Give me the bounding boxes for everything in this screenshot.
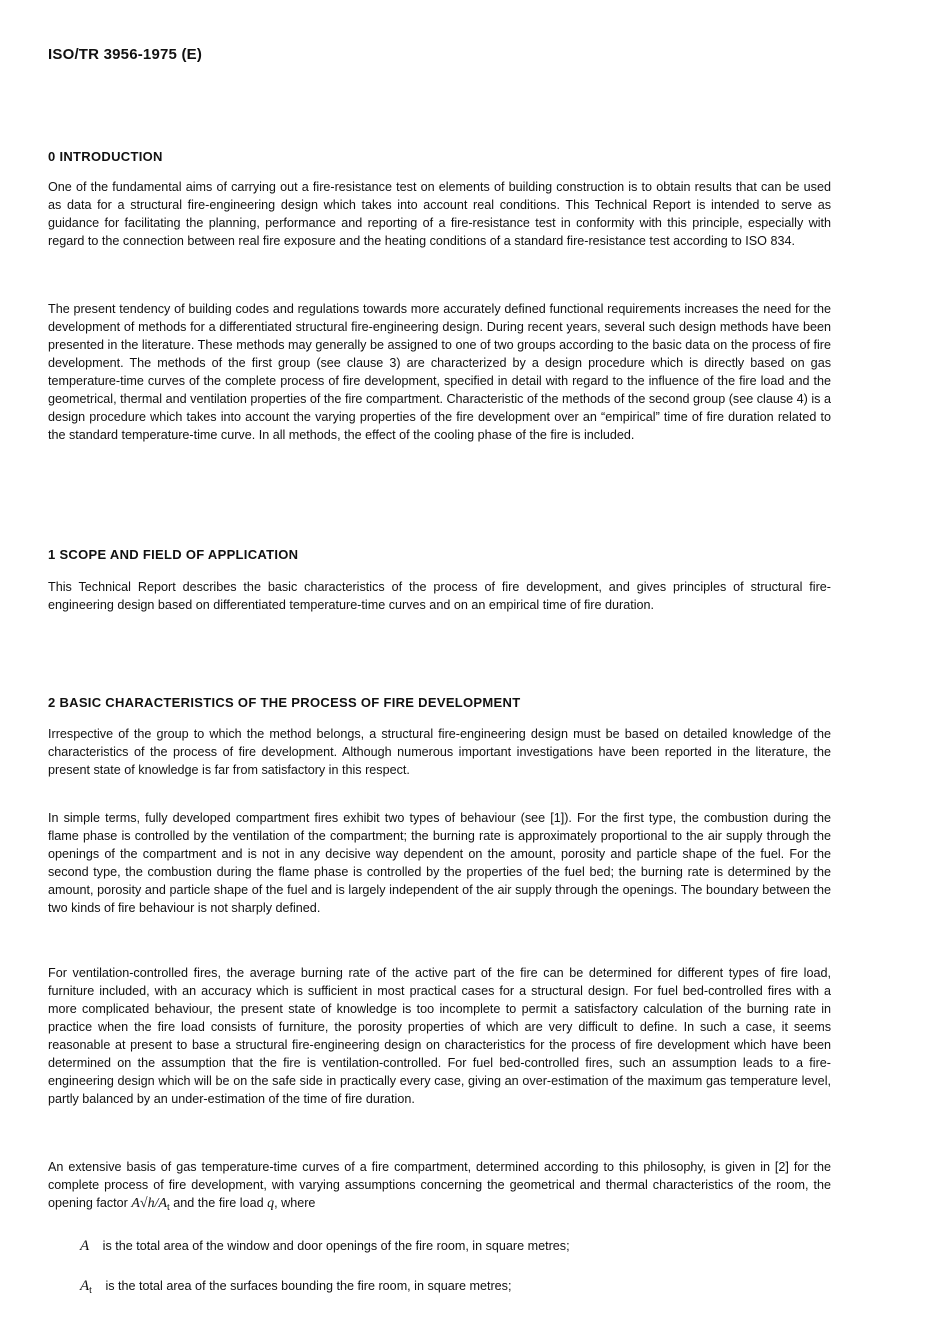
document-id: ISO/TR 3956-1975 (E) [48, 46, 203, 63]
paragraph: For ventilation-controlled fires, the average burning rate of the active part of the fire can be determined for different types of fire load, furniture included, with an accuracy which is sufficient in most practical cases for a structural design. For fuel bed-controlled fires with a more complicated behaviour, the present state of knowledge is too incomplete to permit a satisfactory calculation of the burning rate in practice when the fire load consists of furniture, the porosity properties of which are very difficult to define. In such a case, it seems reasonable at present to base a structural fire-engineering design on characteristics for the process of fire development which have been determined on the assumption that the fire is ventilation-controlled. For fuel bed-controlled fires, such an assumption leads to a fire-engineering design which will be on the safe side in practically every case, giving an over-estimation of the maximum gas temperature level, partly balanced by an under-estimation of the time of fire duration. [48, 966, 831, 1106]
paragraph-opening-factor [48, 1158, 831, 1217]
definition-symbol: $A_t$ [80, 1278, 92, 1296]
fire-load-symbol: q [267, 1196, 275, 1211]
section-heading-scope: 1 SCOPE AND FIELD OF APPLICATION [48, 547, 299, 562]
paragraph: One of the fundamental aims of carrying out a fire-resistance test on elements of building construction is to obtain results that can be used as data for a structural fire-engineering design which takes into account real conditions. This Technical Report is intended to serve as guidance for facilitating the planning, performance and reporting of a fire-resistance test in conformity with this principle, especially with regard to the connection between real fire exposure and the heating conditions of a standard fire-resistance test according to ISO 834. [48, 180, 831, 248]
opening-factor-formula: $A√h/A_t$ [131, 1196, 170, 1213]
paragraph: In simple terms, fully developed compartment fires exhibit two types of behaviour (see [1]). For the first type, the combustion during the flame phase is controlled by the ventilation of the compartment; the burning rate is approximately proportional to the air supply through the openings of the compartment and is not in any decisive way dependent on the amount, porosity and particle shape of the fuel. For the second type, the combustion during the flame phase is controlled by the properties of the fuel bed; the burning rate is determined by the amount, porosity and particle shape of the fuel and is largely independent of the air supply through the openings. The boundary between the two kinds of fire behaviour is not sharply defined. [48, 811, 831, 915]
definition-symbol: A [80, 1238, 90, 1254]
definition-text: is the total area of the window and door openings of the fire room, in square metres; [102, 1239, 570, 1253]
section-heading-introduction: 0 INTRODUCTION [48, 149, 163, 164]
paragraph: This Technical Report describes the basic characteristics of the process of fire development, and gives principles of structural fire-engineering design based on differentiated temperature-time curves and on an empirical time of fire duration. [48, 580, 831, 612]
section-heading-basic-characteristics: 2 BASIC CHARACTERISTICS OF THE PROCESS OF FIRE DEVELOPMENT [48, 695, 521, 710]
paragraph: Irrespective of the group to which the method belongs, a structural fire-engineering design must be based on detailed knowledge of the characteristics of the process of fire development. Although numerous important investigations have been reported in the literature, the present state of knowledge is far from satisfactory in this respect. [48, 727, 831, 777]
paragraph-tail-text: , where [274, 1196, 316, 1210]
paragraph: The present tendency of building codes and regulations towards more accurately defined functional requirements increases the need for the development of methods for a differentiated structural fire-engineering design. During recent years, several such design methods have been presented in the literature. These methods may generally be assigned to one of two groups according to the basic data on the process of fire development. The methods of the first group (see clause 3) are characterized by a design procedure which is directly based on gas temperature-time curves of the complete process of fire development, specified in detail with regard to the influence of the fire load and the geometrical, thermal and ventilation properties of the fire compartment. Characteristic of the methods of the second group (see clause 4) is a design procedure which takes into account the varying properties of the fire development over an “empirical” time of fire duration related to the standard temperature-time curve. In all methods, the effect of the cooling phase of the fire is included. [48, 302, 831, 442]
paragraph-mid-text: and the fire load [173, 1196, 264, 1210]
definition-text: is the total area of the surfaces bounding the fire room, in square metres; [105, 1279, 512, 1293]
paragraph-lead-text: An extensive basis of gas temperature-time curves of a fire compartment, determined according to this philosophy, is given in [2] for the complete process of fire development, with varying assumptions concerning the geometrical and thermal characteristics of the room, the opening factor [48, 1160, 831, 1210]
definition-at [80, 1277, 511, 1300]
definition-a [80, 1237, 570, 1255]
